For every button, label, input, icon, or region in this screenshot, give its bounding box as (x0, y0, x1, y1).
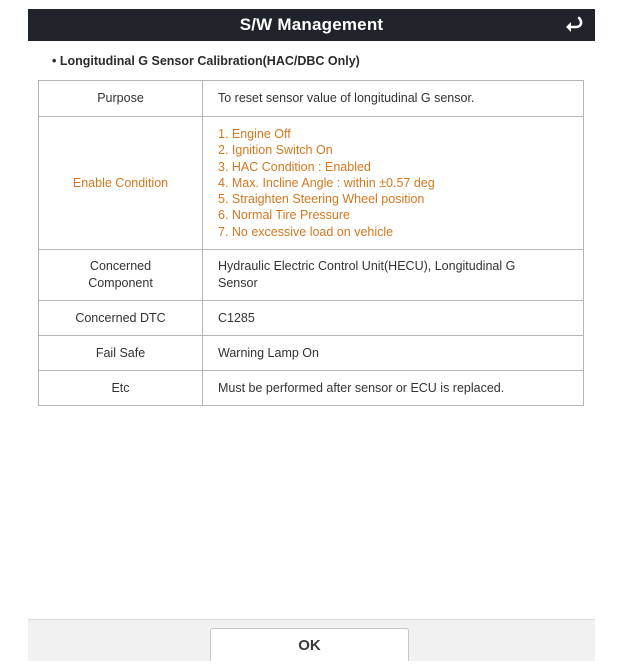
table-row (39, 117, 584, 250)
enable-condition-value (203, 117, 584, 250)
footer-bar (28, 619, 595, 661)
fail-safe-value: Warning Lamp On (203, 336, 584, 371)
calibration-info-table (38, 80, 584, 406)
table-row (39, 250, 584, 301)
list-item: 7. No excessive load on vehicle (218, 224, 394, 239)
label-line: Concerned (89, 259, 152, 273)
page-title: S/W Management (239, 15, 384, 34)
table-row (39, 81, 584, 117)
ok-button[interactable]: OK (210, 628, 409, 661)
return-arrow-icon (563, 16, 583, 34)
list-item: 5. Straighten Steering Wheel position (218, 192, 425, 207)
table-row (39, 301, 584, 336)
table-row (39, 336, 584, 371)
list-item: 4. Max. Incline Angle : within ±0.57 deg (218, 175, 435, 190)
label-line: Component (88, 276, 153, 290)
value-line: Sensor (218, 276, 258, 290)
concerned-dtc-value: C1285 (203, 301, 584, 336)
enable-condition-label: Enable Condition (39, 117, 203, 250)
purpose-label: Purpose (39, 81, 203, 117)
concerned-component-label (39, 250, 203, 301)
purpose-value: To reset sensor value of longitudinal G sensor. (203, 81, 584, 117)
etc-label: Etc (39, 371, 203, 406)
list-item: 2. Ignition Switch On (218, 143, 333, 158)
concerned-dtc-label: Concerned DTC (39, 301, 203, 336)
concerned-component-value (203, 250, 584, 301)
title-bar (28, 9, 595, 41)
list-item: 3. HAC Condition : Enabled (218, 159, 371, 174)
list-item: 1. Engine Off (218, 126, 291, 141)
section-subtitle: • Longitudinal G Sensor Calibration(HAC/DBC Only) (52, 54, 360, 68)
list-item: 6. Normal Tire Pressure (218, 208, 350, 223)
table-row (39, 371, 584, 406)
back-button[interactable] (551, 9, 595, 41)
fail-safe-label: Fail Safe (39, 336, 203, 371)
etc-value: Must be performed after sensor or ECU is replaced. (203, 371, 584, 406)
condition-list (218, 126, 571, 240)
value-line: Hydraulic Electric Control Unit(HECU), Longitudinal G (218, 259, 516, 273)
